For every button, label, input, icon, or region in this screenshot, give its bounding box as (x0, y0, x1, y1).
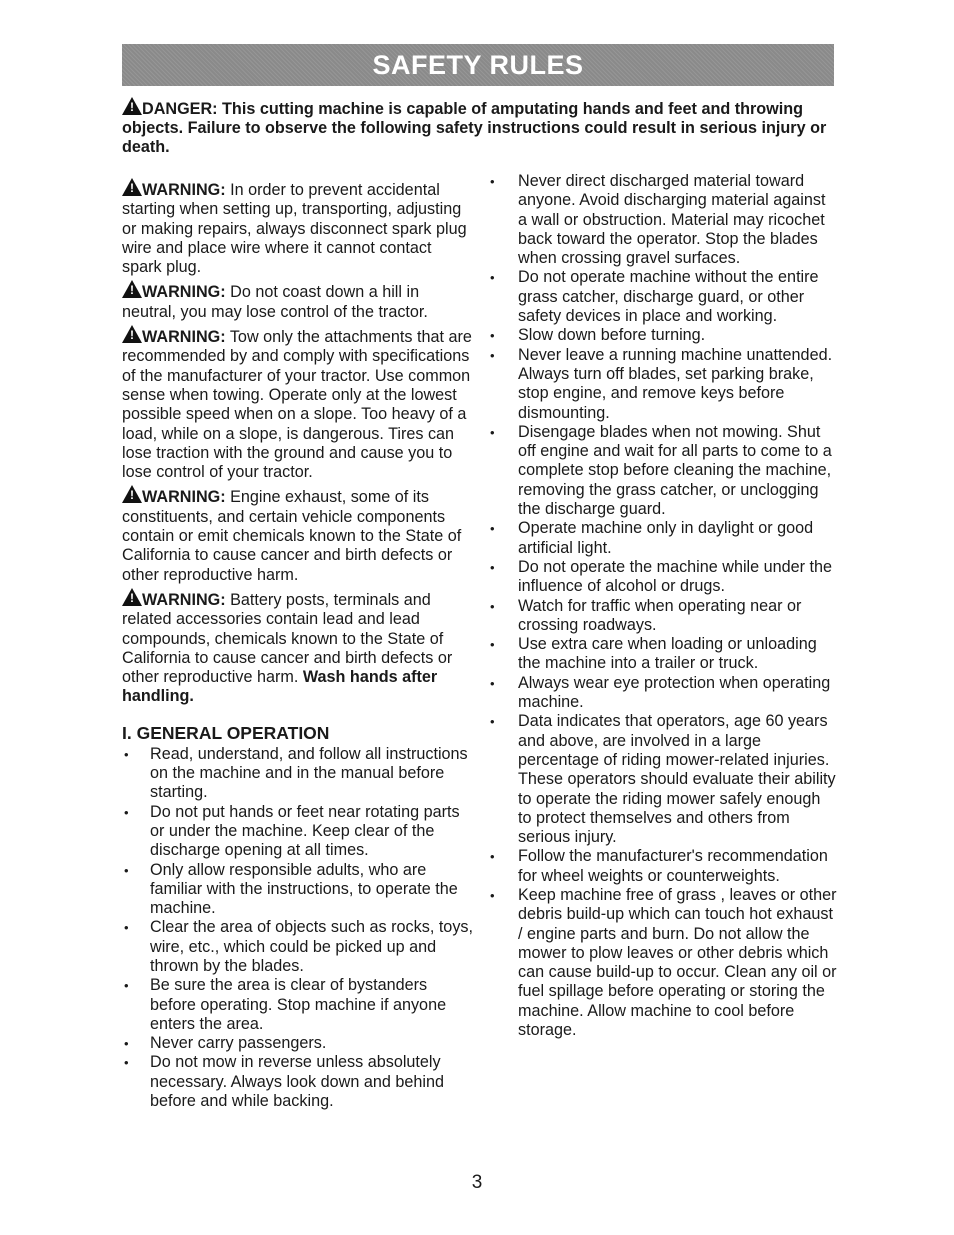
title-bar (122, 44, 834, 86)
list-item: • Never leave a running machine unattended. Always turn off blades, set parking brake, stop engine, and remove keys before dismounting. (488, 346, 838, 423)
warning-triangle-icon (122, 280, 142, 298)
warning-triangle-icon (122, 97, 142, 115)
list-item: • Do not operate the machine while under the influence of alcohol or drugs. (488, 558, 838, 597)
warning-block (122, 280, 474, 322)
warning-text: Do not coast down a hill in neutral, you may lose control of the tractor. (122, 283, 428, 321)
danger-label: DANGER: (142, 100, 218, 118)
list-item: • Clear the area of objects such as rocks, toys, wire, etc., which could be picked up and thrown by the blades. (122, 918, 474, 976)
warning-label: WARNING: (142, 488, 226, 507)
list-item: • Use extra care when loading or unloading the machine into a trailer or truck. (488, 635, 838, 674)
list-item: • Do not operate machine without the entire grass catcher, discharge guard, or other safety devices in place and working. (488, 268, 838, 326)
warning-label: WARNING: (142, 283, 226, 302)
page-title: SAFETY RULES (372, 49, 584, 80)
danger-statement (122, 97, 834, 157)
list-item: • Only allow responsible adults, who are familiar with the instructions, to operate the machine. (122, 861, 474, 919)
list-item: • Read, understand, and follow all instructions on the machine and in the manual before starting. (122, 745, 474, 803)
list-item: • Slow down before turning. (488, 326, 838, 345)
warning-text: Engine exhaust, some of its constituents, and certain vehicle components contain or emit chemicals known to the State of California to cause cancer and birth defects or other reproductive harm. (122, 488, 462, 584)
danger-text: This cutting machine is capable of amputating hands and feet and throwing objects. Failure to observe the following safety instructions could result in serious injury or death. (122, 100, 827, 156)
left-bullet-list (122, 745, 474, 1112)
page-number: 3 (471, 1172, 483, 1193)
list-item: • Follow the manufacturer's recommendation for wheel weights or counterweights. (488, 847, 838, 886)
warning-text: Battery posts, terminals and related accessories contain lead and lead compounds, chemicals known to the State of California to cause cancer and birth defects or other reproductive harm. (122, 590, 453, 687)
list-item: • Never carry passengers. (122, 1034, 474, 1053)
list-item: • Never direct discharged material toward anyone. Avoid discharging material against a wall or obstruction. Material may ricochet back toward the operator. Stop the blades when crossing gravel surfaces. (488, 172, 838, 268)
left-column (122, 178, 474, 1111)
wash-hands-note: Wash hands after handling. (122, 668, 438, 706)
list-item: • Watch for traffic when operating near or crossing roadways. (488, 597, 838, 636)
list-item: • Disengage blades when not mowing. Shut off engine and wait for all parts to come to a complete stop before cleaning the machine, removing the grass catcher, or unclogging the discharge guard. (488, 423, 838, 519)
warning-label: WARNING: (142, 590, 226, 609)
list-item: • Always wear eye protection when operating machine. (488, 674, 838, 713)
warning-block (122, 588, 474, 707)
list-item: • Do not mow in reverse unless absolutely necessary. Always look down and behind before and while backing. (122, 1053, 474, 1111)
warning-block (122, 485, 474, 584)
section-heading: I. GENERAL OPERATION (122, 722, 330, 743)
right-bullet-list (488, 172, 838, 1040)
list-item: • Data indicates that operators, age 60 years and above, are involved in a large percentage of riding mower-related injuries. These operators should evaluate their ability to operate the riding mower safely enough to protect themselves and others from serious injury. (488, 712, 838, 847)
warning-triangle-icon (122, 588, 142, 606)
right-column (488, 172, 838, 1040)
warning-triangle-icon (122, 485, 142, 503)
list-item: • Operate machine only in daylight or good artificial light. (488, 519, 838, 558)
warning-text: Tow only the attachments that are recommended by and comply with specifications of the manufacturer of your tractor. Use common sense when towing. Operate only at the lowest possible speed when on a slope. Too heavy of a load, while on a slope, is dangerous. Tires can lose traction with the ground and cause you to lose control of your tractor. (122, 328, 472, 482)
warning-triangle-icon (122, 325, 142, 343)
list-item: • Do not put hands or feet near rotating parts or under the machine. Keep clear of the discharge opening at all times. (122, 803, 474, 861)
warning-label: WARNING: (142, 181, 226, 199)
warning-block (122, 325, 474, 482)
warning-text: In order to prevent accidental starting when setting up, transporting, adjusting or making repairs, always disconnect spark plug wire and place wire where it cannot contact spark plug. (122, 181, 467, 277)
warning-block (122, 178, 474, 277)
list-item: • Be sure the area is clear of bystanders before operating. Stop machine if anyone enters the area. (122, 976, 474, 1034)
warning-label: WARNING: (142, 328, 226, 347)
warning-triangle-icon (122, 178, 142, 196)
list-item: • Keep machine free of grass , leaves or other debris build-up which can touch hot exhaust / engine parts and burn. Do not allow the mower to plow leaves or other debris which can cause build-up to occur. Clean any oil or fuel spillage before operating or storing the machine. Allow machine to cool before storage. (488, 886, 838, 1040)
